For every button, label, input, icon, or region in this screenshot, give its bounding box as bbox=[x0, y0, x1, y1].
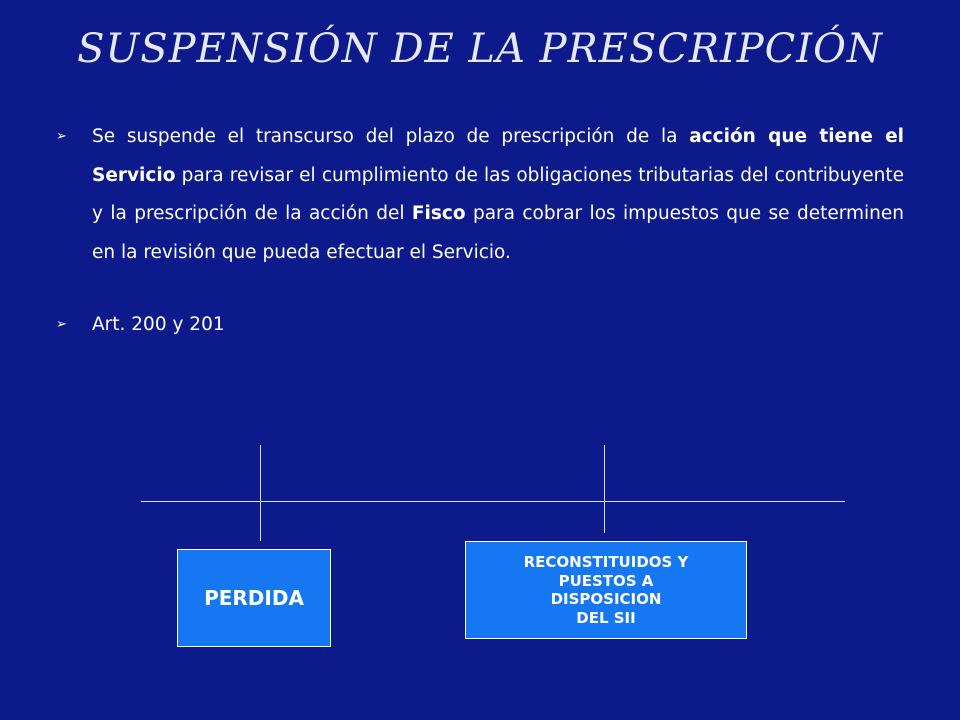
bullet-item bbox=[56, 118, 904, 272]
reconstituidos-line: PUESTOS A bbox=[558, 571, 654, 590]
text-segment-bold: Fisco bbox=[411, 203, 466, 224]
text-segment: Se suspende el transcurso del plazo de prescripción de la bbox=[92, 126, 690, 147]
reconstituidos-label bbox=[524, 553, 689, 627]
bullet-text bbox=[92, 306, 904, 345]
perdida-box bbox=[177, 549, 331, 647]
arrow-bullet-icon: ➢ bbox=[56, 129, 67, 144]
slide-title: SUSPENSIÓN DE LA PRESCRIPCIÓN bbox=[77, 26, 883, 72]
reconstituidos-line: RECONSTITUIDOS Y bbox=[523, 553, 689, 571]
perdida-label: PERDIDA bbox=[204, 586, 304, 610]
timeline-marker-left bbox=[260, 445, 261, 541]
text-segment: para revisar el cumplimiento de las obligaciones tributarias del contribuyente y la prescripción de la acción del bbox=[92, 164, 904, 224]
timeline-line bbox=[141, 501, 845, 502]
text-segment: para cobrar los impuestos que se determinen en la revisión que pueda efectuar el Servicio. bbox=[92, 203, 904, 263]
arrow-bullet-icon: ➢ bbox=[56, 317, 67, 332]
text-segment: Art. 200 y 201 bbox=[92, 314, 225, 335]
timeline-marker-right bbox=[604, 445, 605, 533]
text-segment-bold: acción que tiene el Servicio bbox=[92, 126, 904, 186]
bullet-text bbox=[92, 118, 904, 272]
bullet-list bbox=[56, 118, 904, 379]
reconstituidos-line: DISPOSICION bbox=[550, 590, 662, 608]
reconstituidos-line: DEL SII bbox=[576, 608, 636, 627]
bullet-item bbox=[56, 306, 904, 345]
reconstituidos-box bbox=[465, 541, 747, 639]
